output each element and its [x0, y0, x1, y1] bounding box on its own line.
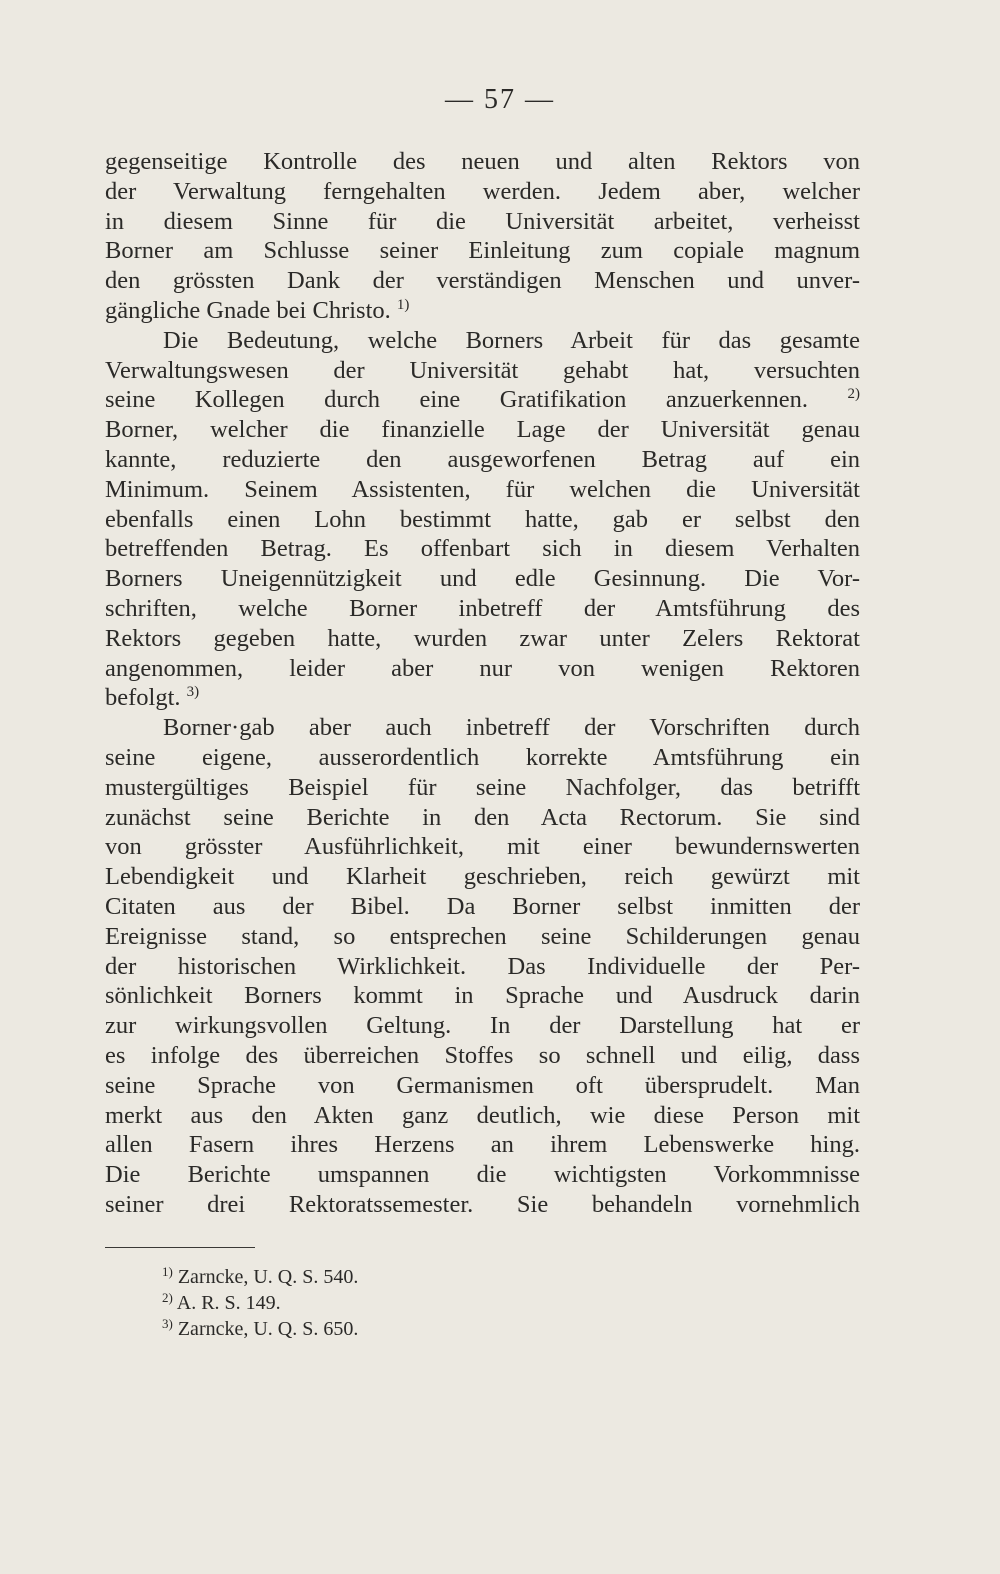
text-line: kannte, reduzierte den ausgeworfenen Betrag auf ein [105, 445, 860, 473]
footnote-reference: 1) [396, 296, 410, 313]
text-line: ebenfalls einen Lohn bestimmt hatte, gab er selbst den [105, 505, 860, 533]
text-line: von grösster Ausführlichkeit, mit einer bewundernswerten [105, 833, 860, 861]
footnote-reference: 3) [186, 684, 200, 701]
text-line-content: seine Kollegen durch eine Gratifikation anzuerkennen. [105, 386, 808, 414]
page-number: — 57 — [445, 84, 555, 115]
text-line: Citaten aus der Bibel. Da Borner selbst inmitten der [105, 892, 860, 920]
text-line: Die Berichte umspannen die wichtigsten Vorkommnisse [105, 1161, 860, 1189]
text-line: Ereignisse stand, so entsprechen seine Schilderungen genau [105, 922, 860, 950]
text-line-content: gängliche Gnade bei Christo. [105, 296, 391, 324]
text-line: es infolge des überreichen Stoffes so schnell und eilig, dass [105, 1041, 860, 1069]
footnote-divider [105, 1247, 255, 1248]
footnote [162, 1264, 358, 1290]
text-line: seine Sprache von Germanismen oft übersprudelt. Man [105, 1071, 860, 1099]
text-line: zunächst seine Berichte in den Acta Rectorum. Sie sind [105, 803, 860, 831]
paragraph-start-line: Die Bedeutung, welche Borners Arbeit für das gesamte [163, 326, 860, 354]
text-line: der Verwaltung ferngehalten werden. Jedem aber, welcher [105, 177, 860, 205]
footnote-text: Zarncke, U. Q. S. 650. [177, 1318, 359, 1340]
text-line: Borner, welcher die finanzielle Lage der Universität genau [105, 416, 860, 444]
footnote [162, 1316, 358, 1342]
footnote-text: A. R. S. 149. [176, 1292, 281, 1314]
text-line: gegenseitige Kontrolle des neuen und alten Rektors von [105, 148, 860, 175]
text-line: angenommen, leider aber nur von wenigen Rektoren [105, 654, 860, 682]
body-text [105, 147, 860, 1220]
text-line: allen Fasern ihres Herzens an ihrem Lebenswerke hing. [105, 1131, 860, 1159]
text-line [105, 683, 860, 713]
text-line: Minimum. Seinem Assistenten, für welchen die Universität [105, 475, 860, 503]
text-line: Borners Uneigennützigkeit und edle Gesinnung. Die Vor- [105, 565, 860, 593]
text-line: seine eigene, ausserordentlich korrekte Amtsführung ein [105, 743, 860, 771]
text-line: Lebendigkeit und Klarheit geschrieben, reich gewürzt mit [105, 863, 860, 891]
footnote-mark: 2) [162, 1290, 173, 1305]
paragraph-start-line: Borner·gab aber auch inbetreff der Vorschriften durch [163, 714, 860, 742]
text-line: zur wirkungsvollen Geltung. In der Darstellung hat er [105, 1012, 860, 1040]
footnote-text: Zarncke, U. Q. S. 540. [177, 1266, 359, 1288]
footnote-mark: 1) [162, 1264, 173, 1279]
footnotes [162, 1264, 358, 1342]
text-line: Verwaltungswesen der Universität gehabt hat, versuchten [105, 356, 860, 384]
text-line: seiner drei Rektoratssemester. Sie behandeln vornehmlich [105, 1190, 860, 1218]
footnote-reference: 2) [847, 386, 860, 403]
text-line [105, 385, 860, 415]
text-line: merkt aus den Akten ganz deutlich, wie diese Person mit [105, 1101, 860, 1129]
text-line: Rektors gegeben hatte, wurden zwar unter Zelers Rektorat [105, 624, 860, 652]
text-line: betreffenden Betrag. Es offenbart sich in diesem Verhalten [105, 535, 860, 563]
text-line: in diesem Sinne für die Universität arbeitet, verheisst [105, 207, 860, 235]
text-line: Borner am Schlusse seiner Einleitung zum copiale magnum [105, 237, 860, 265]
footnote-mark: 3) [162, 1316, 173, 1331]
text-line: schriften, welche Borner inbetreff der Amtsführung des [105, 594, 860, 622]
text-line: der historischen Wirklichkeit. Das Individuelle der Per- [105, 952, 860, 980]
text-line [105, 296, 860, 326]
text-line: mustergültiges Beispiel für seine Nachfolger, das betrifft [105, 773, 860, 801]
footnote [162, 1290, 358, 1316]
text-line: sönlichkeit Borners kommt in Sprache und Ausdruck darin [105, 982, 860, 1010]
text-line-content: befolgt. [105, 684, 181, 712]
text-line: den grössten Dank der verständigen Menschen und unver- [105, 267, 860, 295]
